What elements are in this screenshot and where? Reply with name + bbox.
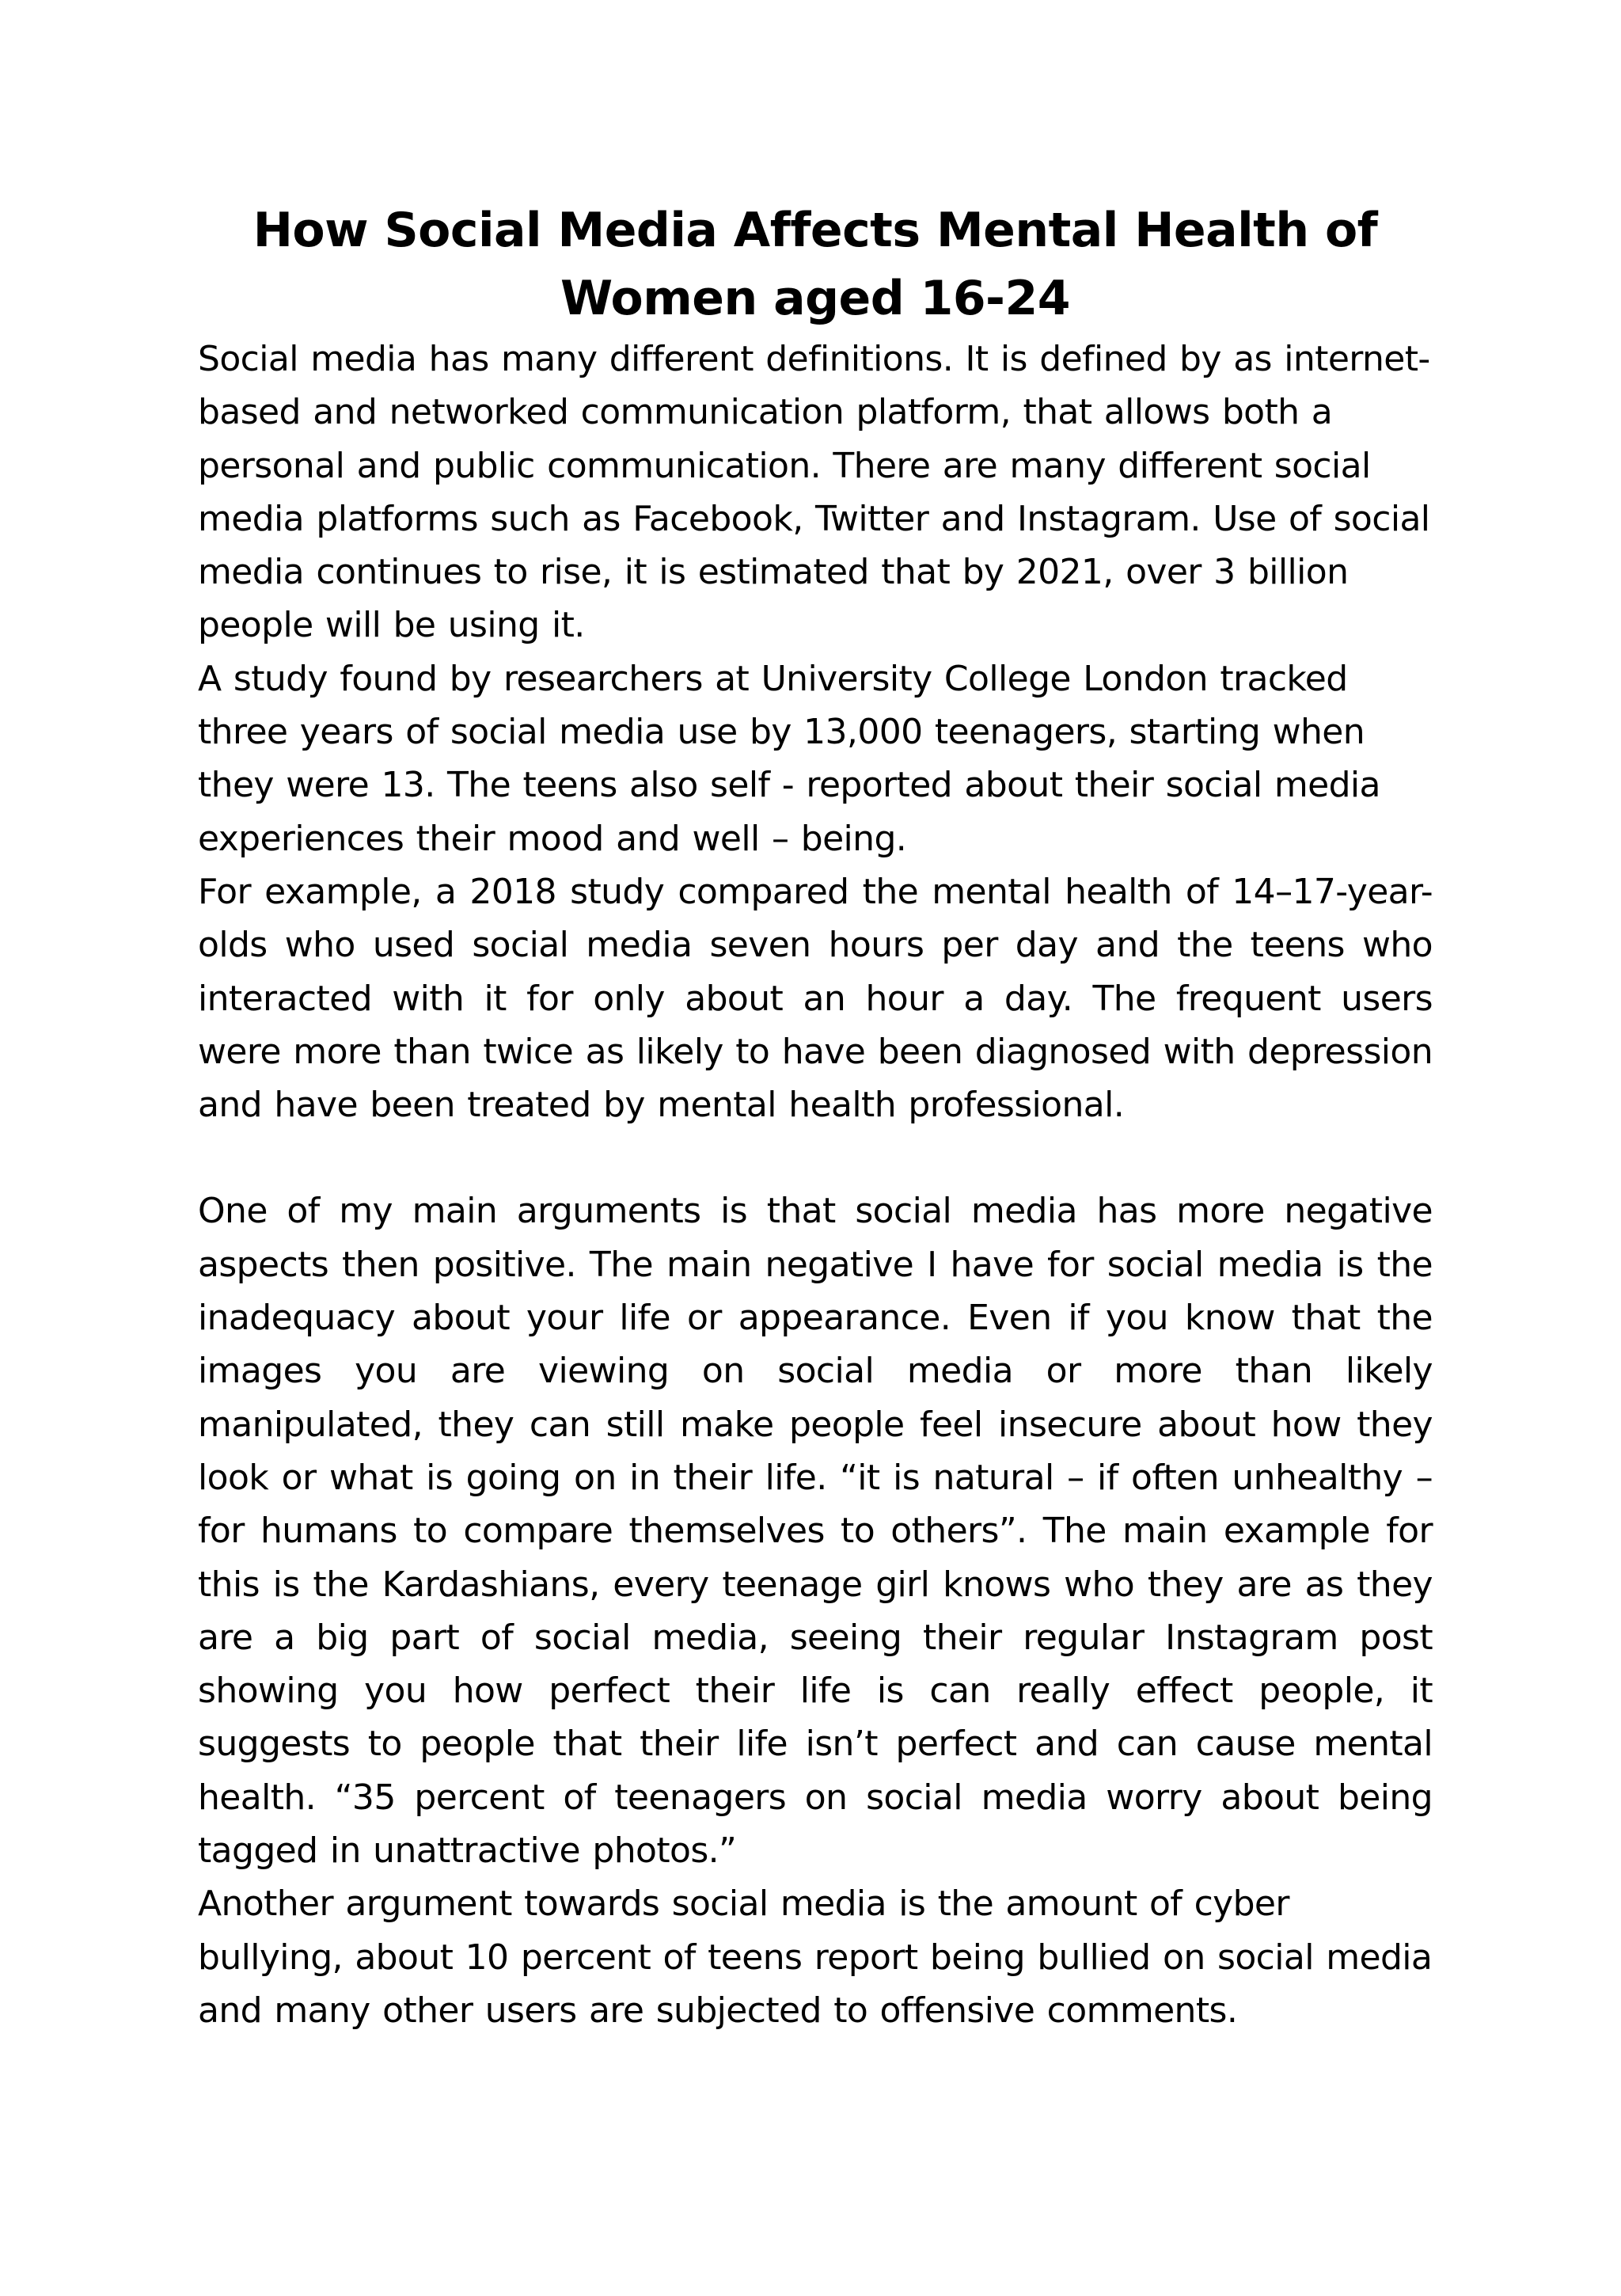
document-title (198, 196, 1433, 333)
paragraph-cyber-bullying: Another argument towards social media is the amount of cyber bullying, about 10 percent of teens report being bullied on social media and many other users are subjected to offensive comments. (198, 1884, 1433, 2031)
paragraph-ucl-study: A study found by researchers at University College London tracked three years of social media use by 13,000 teenagers, starting when they were 13. The teens also self - reported about their social media experiences their mood and well – being. (198, 658, 1380, 859)
title-line-2: Women aged 16-24 (560, 271, 1070, 326)
paragraph-2018-study: For example, a 2018 study compared the mental health of 14–17-year-olds who used social media seven hours per day and the teens who interacted with it for only about an hour a day. The frequent users were more than twice as likely to have been diagnosed with depression and have been treated by mental health professional. (198, 871, 1433, 1126)
paragraph-gap (198, 1131, 1433, 1184)
paragraph-definition: Social media has many different definitions. It is defined by as internet-based and networked communication platform, that allows both a personal and public communication. There are many different social media platforms such as Facebook, Twitter and Instagram. Use of social media continues to rise, it is estimated that by 2021, over 3 billion people will be using it. (198, 339, 1430, 646)
title-line-1: How Social Media Affects Mental Health of (252, 203, 1378, 258)
paragraph-main-argument: One of my main arguments is that social media has more negative aspects then positive. The main negative I have for social media is the inadequacy about your life or appearance. Even if you know that the images you are viewing on social media or more than likely manipulated, they can still make people feel insecure about how they look or what is going on in their life. “it is natural – if often unhealthy – for humans to compare themselves to others”. The main example for this is the Kardashians, every teenage girl knows who they are as they are a big part of social media, seeing their regular Instagram post showing you how perfect their life is can really effect people, it suggests to people that their life isn’t perfect and can cause mental health. “35 percent of teenagers on social media worry about being tagged in unattractive photos.” (198, 1191, 1433, 1872)
document-body (198, 196, 1433, 2037)
